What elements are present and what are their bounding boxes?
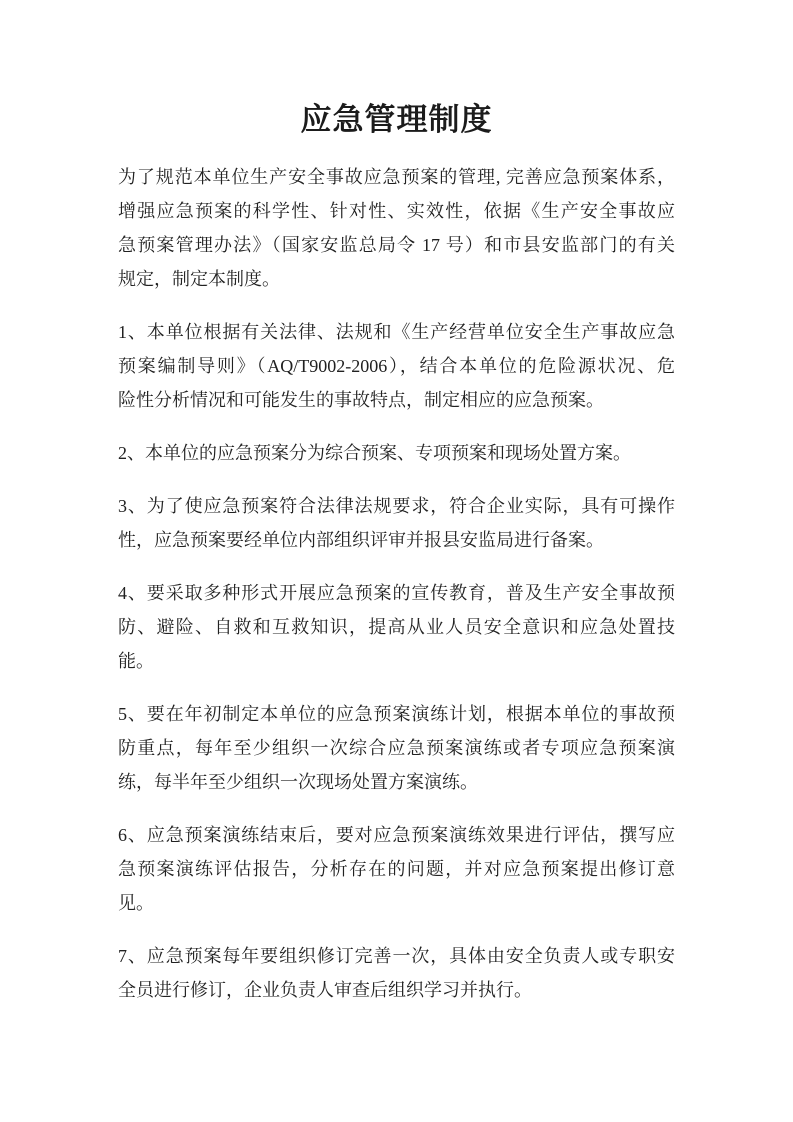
text-line: 险性分析情况和可能发生的事故特点，制定相应的应急预案。	[118, 390, 604, 410]
text-line: 规定，制定本制度。	[118, 269, 280, 289]
text-line: 预案编制导则》（AQ/T9002-2006），结合本单位的危险源状况、危	[118, 356, 675, 376]
text-line: 性，应急预案要经单位内部组织评审并报县安监局进行备案。	[118, 530, 604, 550]
text-line: 4、要采取多种形式开展应急预案的宣传教育，普及生产安全事故预	[118, 583, 675, 603]
paragraph-item-1	[118, 315, 675, 417]
text-line: 5、要在年初制定本单位的应急预案演练计划，根据本单位的事故预	[118, 704, 675, 724]
text-line: 急预案演练评估报告，分析存在的问题，并对应急预案提出修订意	[118, 859, 675, 879]
paragraph-item-6	[118, 818, 675, 920]
text-line: 2、本单位的应急预案分为综合预案、专项预案和现场处置方案。	[118, 443, 631, 463]
text-line: 防重点，每年至少组织一次综合应急预案演练或者专项应急预案演	[118, 738, 675, 758]
paragraph-item-2	[118, 436, 675, 470]
text-line: 1、本单位根据有关法律、法规和《生产经营单位安全生产事故应急	[118, 322, 675, 342]
paragraph-item-3	[118, 489, 675, 557]
text-line: 练，每半年至少组织一次现场处置方案演练。	[118, 772, 478, 792]
paragraph-item-7	[118, 939, 675, 1007]
document-body	[118, 160, 675, 1026]
paragraph-item-5	[118, 697, 675, 799]
paragraph-item-4	[118, 576, 675, 678]
text-line: 防、避险、自救和互救知识，提高从业人员安全意识和应急处置技	[118, 617, 675, 637]
text-line: 为了规范本单位生产安全事故应急预案的管理, 完善应急预案体系，	[118, 167, 675, 187]
text-line: 3、为了使应急预案符合法律法规要求，符合企业实际，具有可操作	[118, 496, 675, 516]
paragraph-intro	[118, 160, 675, 296]
text-line: 能。	[118, 651, 154, 671]
text-line: 见。	[118, 893, 154, 913]
text-line: 急预案管理办法》（国家安监总局令 17 号）和市县安监部门的有关	[118, 235, 675, 255]
text-line: 6、应急预案演练结束后，要对应急预案演练效果进行评估，撰写应	[118, 825, 675, 845]
text-line: 增强应急预案的科学性、针对性、实效性，依据《生产安全事故应	[118, 201, 675, 221]
text-line: 7、应急预案每年要组织修订完善一次，具体由安全负责人或专职安	[118, 946, 675, 966]
text-line: 全员进行修订，企业负责人审查后组织学习并执行。	[118, 980, 532, 1000]
document-title: 应急管理制度	[300, 102, 493, 137]
